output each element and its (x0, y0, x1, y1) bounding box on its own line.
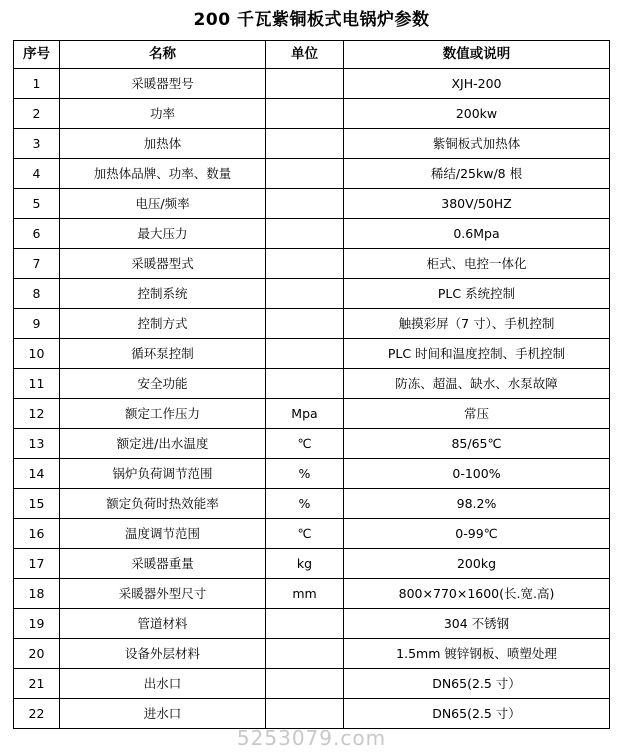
cell-no: 18 (14, 579, 60, 609)
cell-name: 安全功能 (60, 369, 266, 399)
cell-value: PLC 时间和温度控制、手机控制 (344, 339, 610, 369)
cell-value: 触摸彩屏（7 寸）、手机控制 (344, 309, 610, 339)
cell-unit (266, 639, 344, 669)
cell-unit (266, 219, 344, 249)
cell-unit (266, 69, 344, 99)
cell-name: 额定工作压力 (60, 399, 266, 429)
table-body (14, 69, 610, 729)
cell-value: 0-100% (344, 459, 610, 489)
cell-unit (266, 129, 344, 159)
table-row (14, 189, 610, 219)
cell-unit (266, 99, 344, 129)
cell-no: 7 (14, 249, 60, 279)
cell-name: 电压/频率 (60, 189, 266, 219)
cell-value: 常压 (344, 399, 610, 429)
table-row (14, 279, 610, 309)
cell-no: 3 (14, 129, 60, 159)
table-row (14, 249, 610, 279)
table-row (14, 489, 610, 519)
column-header-name: 名称 (60, 41, 266, 69)
cell-unit (266, 279, 344, 309)
cell-unit (266, 339, 344, 369)
cell-value: DN65(2.5 寸） (344, 699, 610, 729)
cell-no: 17 (14, 549, 60, 579)
cell-unit (266, 369, 344, 399)
cell-unit (266, 249, 344, 279)
cell-no: 9 (14, 309, 60, 339)
cell-value: 98.2% (344, 489, 610, 519)
table-row (14, 429, 610, 459)
column-header-value: 数值或说明 (344, 41, 610, 69)
cell-unit: ℃ (266, 519, 344, 549)
cell-unit: Mpa (266, 399, 344, 429)
column-header-unit: 单位 (266, 41, 344, 69)
cell-no: 22 (14, 699, 60, 729)
cell-value: 柜式、电控一体化 (344, 249, 610, 279)
spec-table (13, 40, 610, 729)
cell-value: 1.5mm 镀锌钢板、喷塑处理 (344, 639, 610, 669)
cell-no: 2 (14, 99, 60, 129)
cell-value: 380V/50HZ (344, 189, 610, 219)
cell-unit (266, 309, 344, 339)
cell-unit (266, 669, 344, 699)
cell-no: 20 (14, 639, 60, 669)
cell-value: 防冻、超温、缺水、水泵故障 (344, 369, 610, 399)
cell-value: 200kw (344, 99, 610, 129)
table-row (14, 219, 610, 249)
cell-no: 10 (14, 339, 60, 369)
cell-value: 85/65℃ (344, 429, 610, 459)
watermark: 5253079.com (236, 726, 387, 750)
table-row (14, 339, 610, 369)
cell-value: 0.6Mpa (344, 219, 610, 249)
cell-name: 控制系统 (60, 279, 266, 309)
cell-name: 管道材料 (60, 609, 266, 639)
cell-unit: % (266, 489, 344, 519)
cell-no: 21 (14, 669, 60, 699)
cell-unit: % (266, 459, 344, 489)
cell-unit: mm (266, 579, 344, 609)
cell-name: 最大压力 (60, 219, 266, 249)
table-row (14, 159, 610, 189)
cell-name: 采暖器重量 (60, 549, 266, 579)
cell-unit: kg (266, 549, 344, 579)
cell-name: 锅炉负荷调节范围 (60, 459, 266, 489)
cell-name: 采暖器型式 (60, 249, 266, 279)
cell-value: XJH-200 (344, 69, 610, 99)
table-row (14, 519, 610, 549)
cell-name: 出水口 (60, 669, 266, 699)
cell-name: 设备外层材料 (60, 639, 266, 669)
cell-name: 循环泵控制 (60, 339, 266, 369)
page-title: 200 千瓦紫铜板式电锅炉参数 (193, 10, 430, 30)
table-row (14, 609, 610, 639)
cell-value: 800×770×1600(长.宽.高) (344, 579, 610, 609)
cell-value: 紫铜板式加热体 (344, 129, 610, 159)
cell-name: 进水口 (60, 699, 266, 729)
cell-no: 4 (14, 159, 60, 189)
cell-name: 功率 (60, 99, 266, 129)
cell-no: 13 (14, 429, 60, 459)
cell-no: 14 (14, 459, 60, 489)
table-row (14, 699, 610, 729)
cell-no: 19 (14, 609, 60, 639)
cell-name: 控制方式 (60, 309, 266, 339)
cell-no: 12 (14, 399, 60, 429)
cell-value: 200kg (344, 549, 610, 579)
cell-unit (266, 609, 344, 639)
table-row (14, 129, 610, 159)
table-row (14, 669, 610, 699)
cell-unit (266, 699, 344, 729)
cell-name: 额定进/出水温度 (60, 429, 266, 459)
cell-name: 采暖器型号 (60, 69, 266, 99)
table-row (14, 579, 610, 609)
cell-no: 8 (14, 279, 60, 309)
table-row (14, 639, 610, 669)
table-row (14, 69, 610, 99)
cell-no: 6 (14, 219, 60, 249)
cell-no: 1 (14, 69, 60, 99)
cell-no: 11 (14, 369, 60, 399)
column-header-no: 序号 (14, 41, 60, 69)
table-header-row (14, 41, 610, 69)
cell-no: 15 (14, 489, 60, 519)
table-row (14, 549, 610, 579)
cell-no: 16 (14, 519, 60, 549)
table-row (14, 309, 610, 339)
cell-unit (266, 189, 344, 219)
cell-value: 304 不锈钢 (344, 609, 610, 639)
table-row (14, 399, 610, 429)
cell-value: PLC 系统控制 (344, 279, 610, 309)
cell-value: DN65(2.5 寸） (344, 669, 610, 699)
cell-name: 加热体品牌、功率、数量 (60, 159, 266, 189)
cell-value: 0-99℃ (344, 519, 610, 549)
cell-no: 5 (14, 189, 60, 219)
table-row (14, 459, 610, 489)
table-row (14, 369, 610, 399)
cell-value: 稀结/25kw/8 根 (344, 159, 610, 189)
cell-name: 温度调节范围 (60, 519, 266, 549)
cell-name: 采暖器外型尺寸 (60, 579, 266, 609)
table-row (14, 99, 610, 129)
cell-unit (266, 159, 344, 189)
cell-unit: ℃ (266, 429, 344, 459)
cell-name: 加热体 (60, 129, 266, 159)
cell-name: 额定负荷时热效能率 (60, 489, 266, 519)
